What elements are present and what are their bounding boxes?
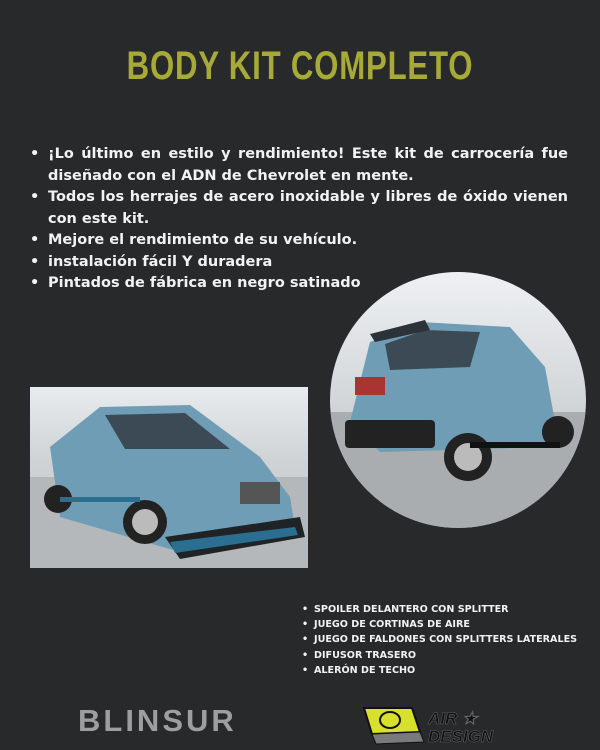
parts-item: • SPOILER DELANTERO CON SPLITTER [302,602,577,617]
svg-text:AIR ★: AIR ★ [428,709,478,728]
blinsur-logo: BLINSUR [78,703,237,738]
feature-list [28,144,568,295]
car-rear-photo [330,272,586,528]
parts-item: • DIFUSOR TRASERO [302,648,577,663]
air-design-logo [362,706,542,746]
feature-item: • ¡Lo último en estilo y rendimiento! Este kit de carrocería fue diseñado con el ADN de Chevrolet en mente. [28,144,568,187]
parts-item: • JUEGO DE CORTINAS DE AIRE [302,617,577,632]
svg-text:DESIGN: DESIGN [428,727,494,746]
feature-item: • Pintados de fábrica en negro satinado [28,273,568,295]
parts-list [302,602,577,678]
feature-item: • Mejore el rendimiento de su vehículo. [28,230,568,252]
feature-item: • Todos los herrajes de acero inoxidable y libres de óxido vienen con este kit. [28,187,568,230]
parts-item: • JUEGO DE FALDONES CON SPLITTERS LATERALES [302,632,577,647]
feature-item: • instalación fácil Y duradera [28,252,568,274]
parts-item: • ALERÓN DE TECHO [302,663,577,678]
car-front-photo [30,387,308,568]
page-title: BODY KIT COMPLETO [126,44,474,88]
